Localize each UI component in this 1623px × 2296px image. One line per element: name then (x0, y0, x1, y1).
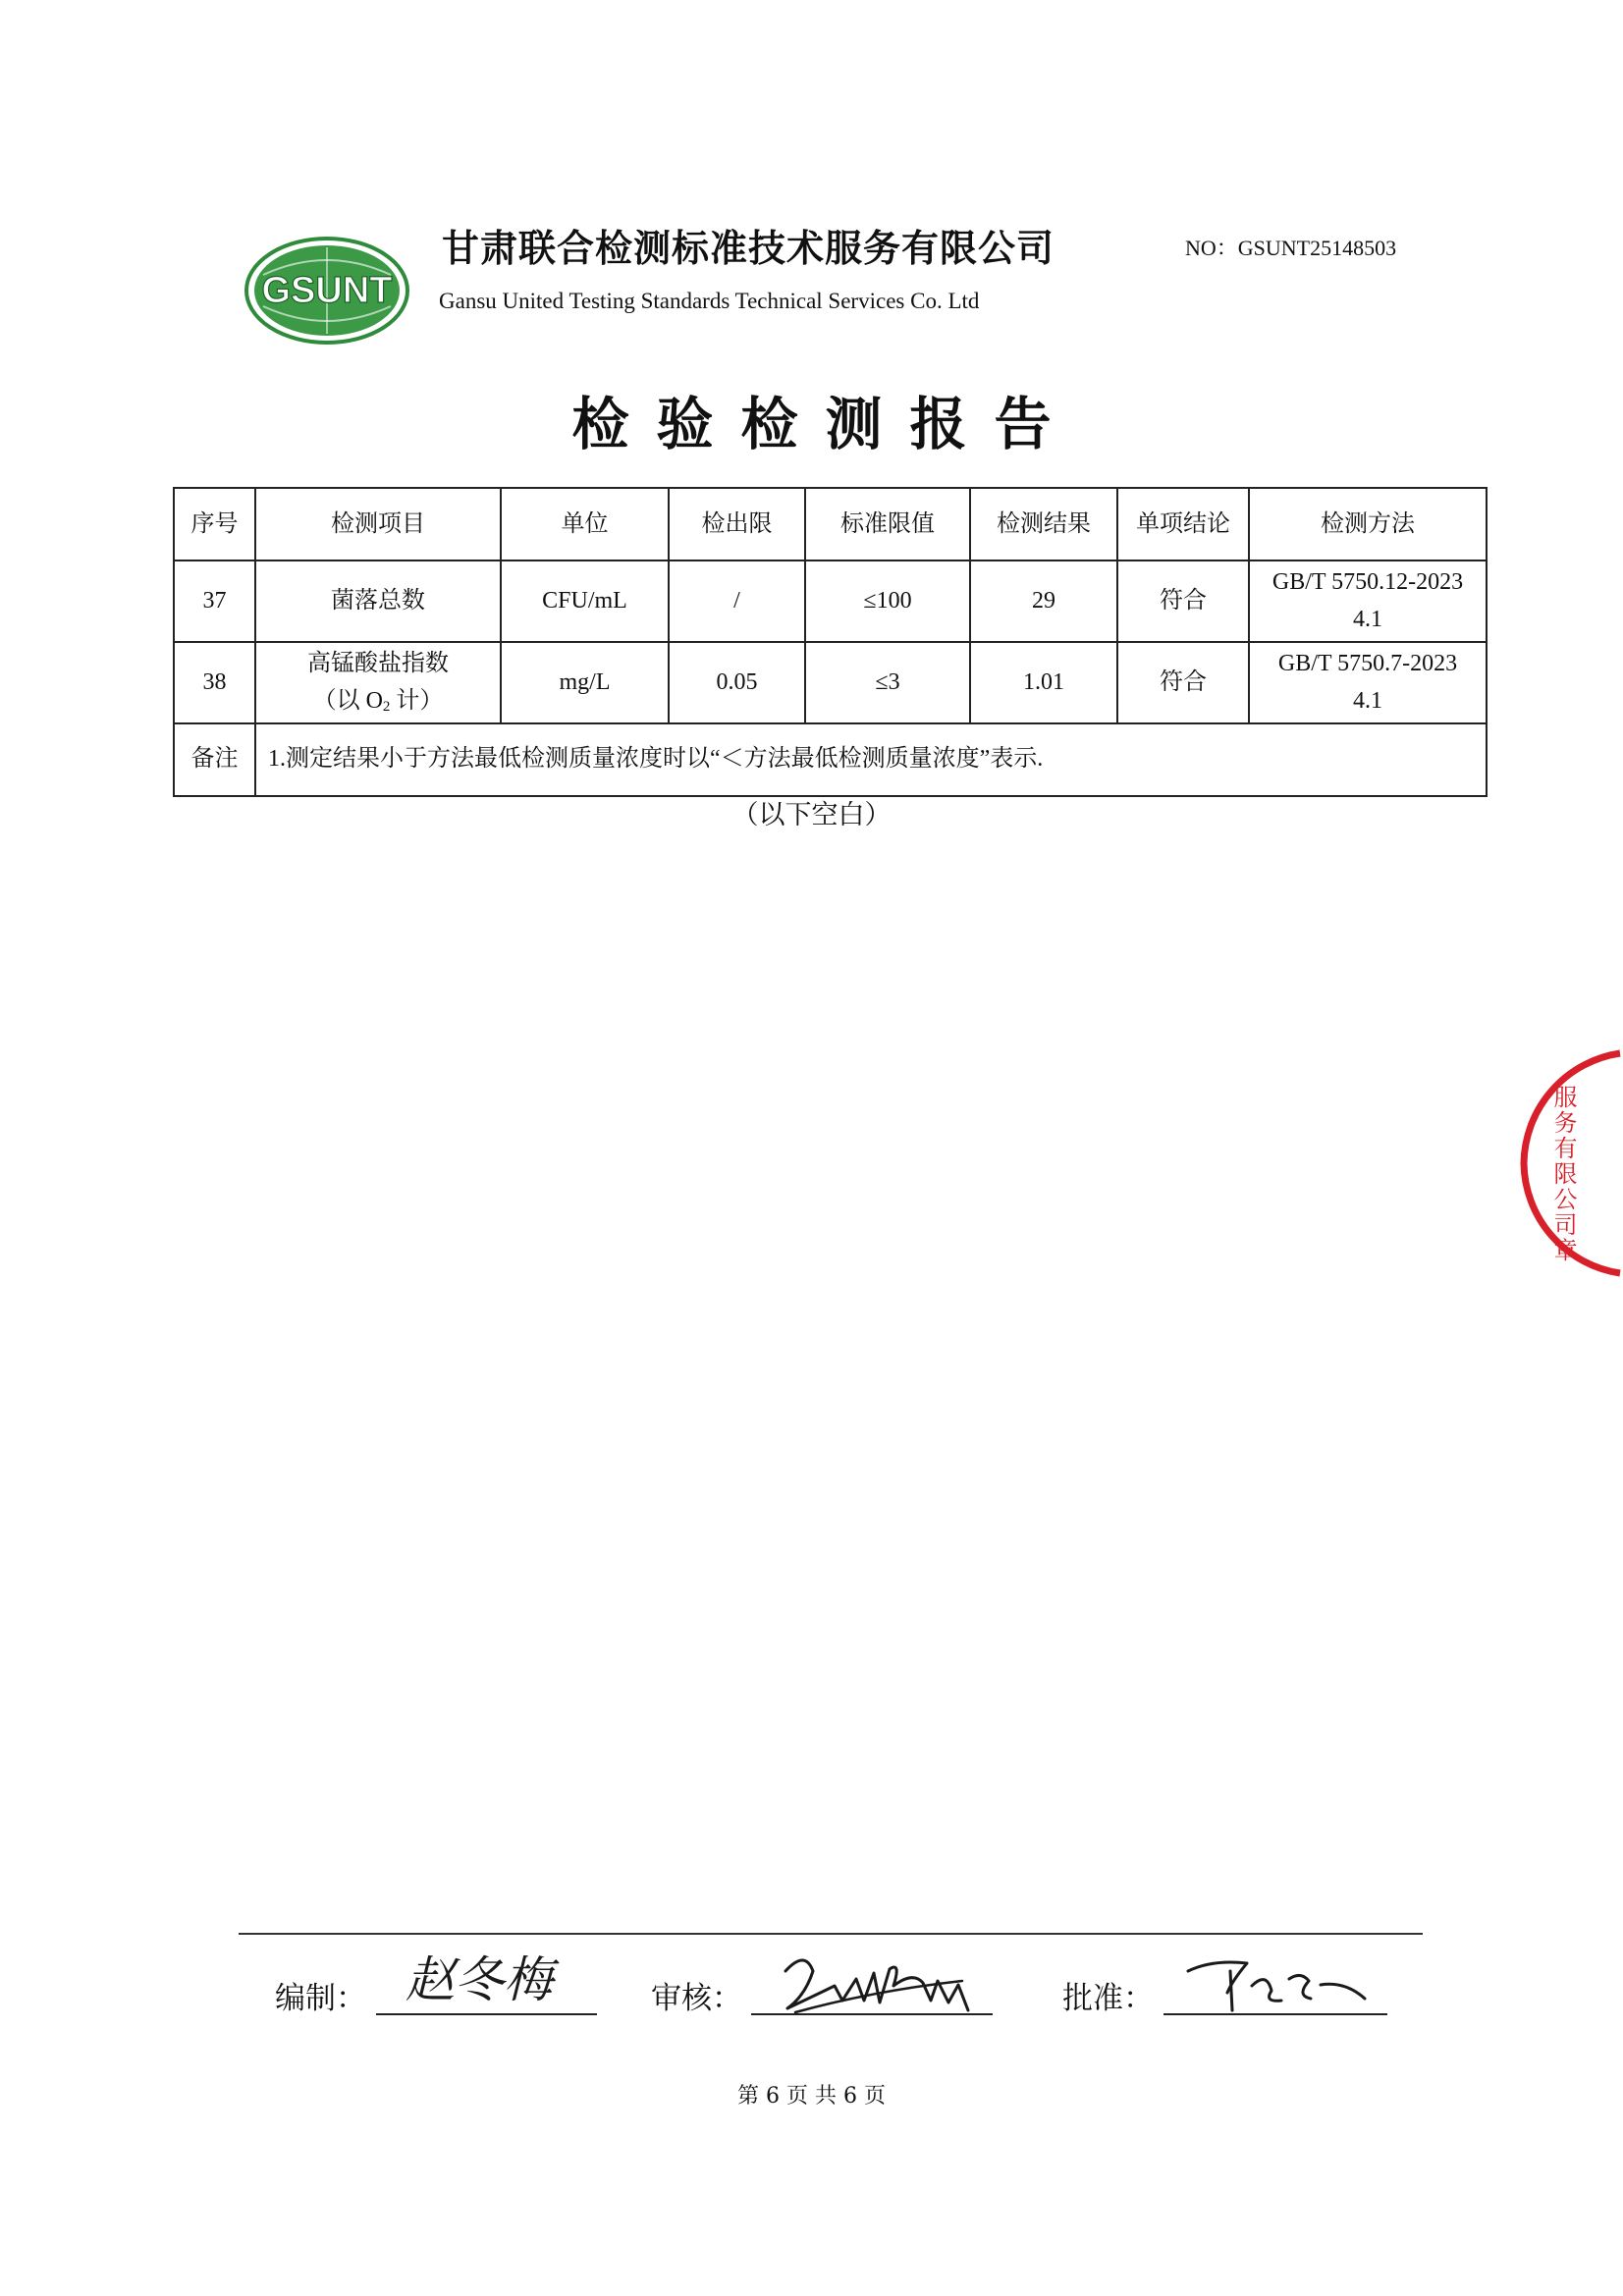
header-standard-limit: 标准限值 (805, 488, 970, 561)
cell-detection-limit: / (669, 561, 805, 642)
cell-unit: CFU/mL (501, 561, 669, 642)
note-text: 1.测定结果小于方法最低检测质量浓度时以“＜方法最低检测质量浓度”表示. (255, 723, 1487, 796)
cell-unit: mg/L (501, 642, 669, 723)
cell-method (1249, 642, 1487, 723)
cell-result: 29 (970, 561, 1117, 642)
cell-result: 1.01 (970, 642, 1117, 723)
approved-by-signature (1173, 1942, 1380, 2020)
logo-text: GSUNT (261, 270, 393, 311)
results-table (173, 487, 1488, 797)
item-basis-subscript: 2 (382, 699, 391, 716)
reviewed-by-signature (766, 1942, 982, 2020)
report-title: 检验检测报告 (571, 391, 1079, 457)
approved-by-label: 批准： (1062, 1981, 1154, 2016)
header-no: 序号 (174, 488, 255, 561)
table-row (174, 642, 1487, 723)
blank-below-note: （以下空白） (731, 800, 892, 830)
header-detection-limit: 检出限 (669, 488, 805, 561)
official-seal-stamp (1512, 1045, 1623, 1281)
compiled-by-label: 编制： (275, 1981, 366, 2016)
item-name: 高锰酸盐指数 (307, 650, 449, 676)
cell-conclusion: 符合 (1117, 642, 1249, 723)
company-name-en: Gansu United Testing Standards Technical Services Co. Ltd (439, 289, 980, 313)
header-unit: 单位 (501, 488, 669, 561)
header-item: 检测项目 (255, 488, 501, 561)
item-basis-prefix: （以 O (312, 688, 383, 715)
header-result: 检测结果 (970, 488, 1117, 561)
note-label: 备注 (174, 723, 255, 796)
cell-standard-limit: ≤3 (805, 642, 970, 723)
company-logo (243, 236, 410, 346)
reviewed-by-label: 审核： (651, 1981, 742, 2016)
method-standard: GB/T 5750.7-2023 (1277, 650, 1458, 676)
cell-conclusion: 符合 (1117, 561, 1249, 642)
cell-no: 37 (174, 561, 255, 642)
cell-item: 菌落总数 (255, 561, 501, 642)
table-header-row (174, 488, 1487, 561)
header-method: 检测方法 (1249, 488, 1487, 561)
compiler-signature-text: 赵冬梅 (406, 1951, 553, 2008)
cell-detection-limit: 0.05 (669, 642, 805, 723)
cell-standard-limit: ≤100 (805, 561, 970, 642)
company-name-cn: 甘肃联合检测标准技术服务有限公司 (442, 226, 1055, 270)
note-row (174, 723, 1487, 796)
report-number: NO：GSUNT25148503 (1185, 236, 1397, 260)
table-row (174, 561, 1487, 642)
method-clause: 4.1 (1353, 607, 1382, 633)
header-conclusion: 单项结论 (1117, 488, 1249, 561)
signature-divider (239, 1933, 1423, 1935)
item-basis (260, 682, 496, 720)
cell-method (1249, 561, 1487, 642)
method-standard: GB/T 5750.12-2023 (1271, 569, 1464, 595)
stamp-text: 服务有限公司章 (1549, 1085, 1577, 1263)
cell-item (255, 642, 501, 723)
cell-no: 38 (174, 642, 255, 723)
method-clause: 4.1 (1353, 688, 1382, 715)
item-basis-suffix: 计） (390, 688, 444, 715)
compiled-by-signature (398, 1942, 574, 2020)
page-number: 第 6 页 共 6 页 (737, 2084, 886, 2109)
